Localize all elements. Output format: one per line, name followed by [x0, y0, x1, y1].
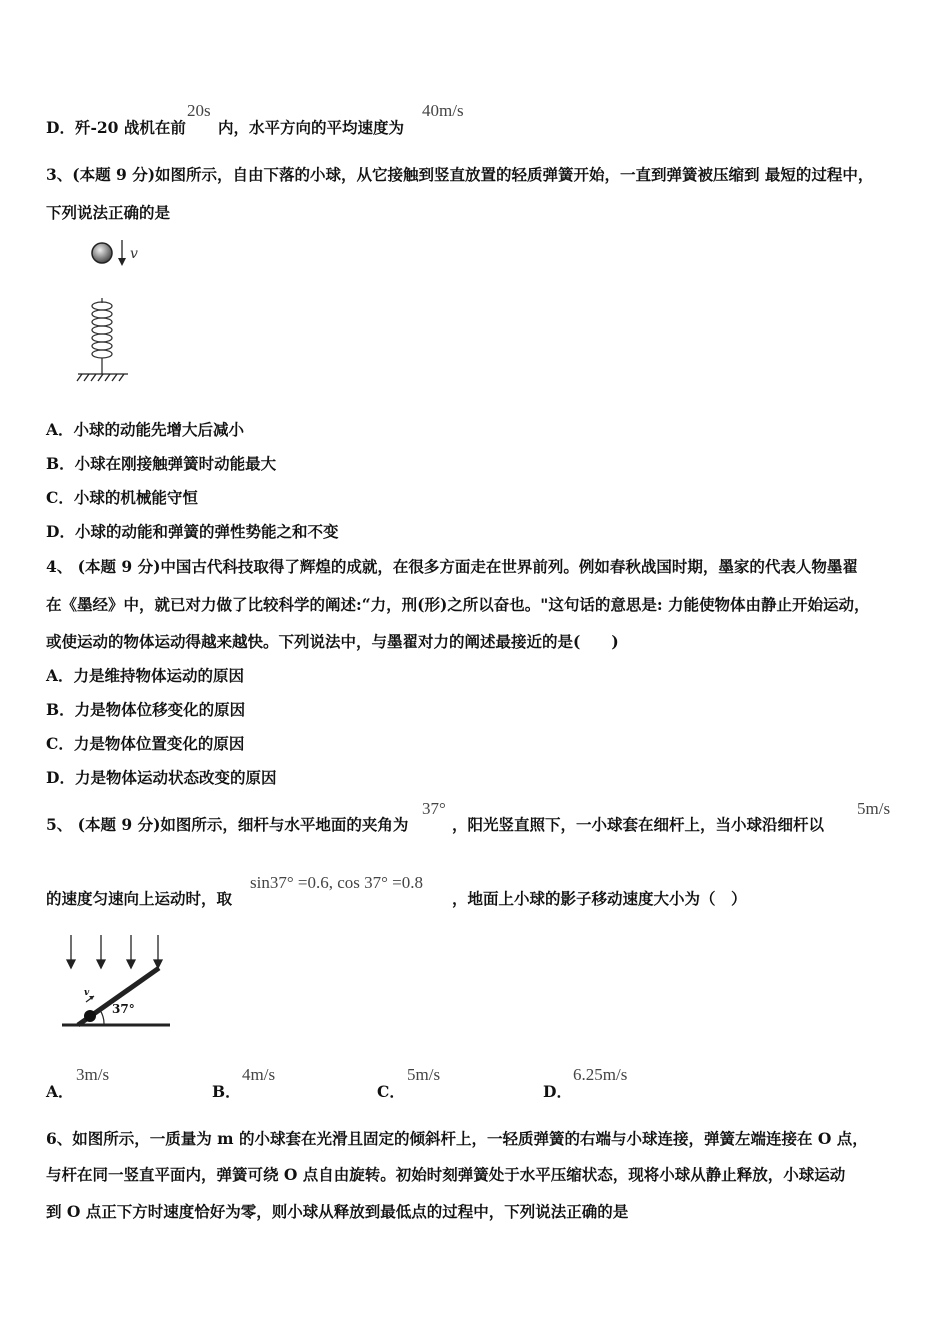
q4-option-d: D．力是物体运动状态改变的原因: [46, 768, 277, 787]
q4-stem-line3: 或使运动的物体运动得越来越快。下列说法中，与墨翟对力的阐述最接近的是( ): [46, 632, 619, 651]
q5-option-b-value: 4m/s: [242, 1065, 276, 1084]
ring-ball-icon: [84, 1010, 96, 1022]
q6-stem-line3: 到 O 点正下方时速度恰好为零，则小球从释放到最低点的过程中，下列说法正确的是: [46, 1202, 629, 1221]
q5-option-c-label: C．: [377, 1082, 405, 1101]
q5-option-d-label: D．: [543, 1082, 572, 1101]
q5-stem-line1b: ，阳光竖直照下，一小球套在细杆上，当小球沿细杆以: [452, 815, 825, 834]
q4-option-b: B．力是物体位移变化的原因: [46, 700, 246, 719]
ground-icon: [77, 374, 128, 381]
q5-speed-math: 5m/s: [857, 799, 891, 818]
q5-angle-math: 37°: [422, 799, 446, 818]
q2-speed-math: 40m/s: [422, 101, 464, 120]
q5-option-a-value: 3m/s: [76, 1065, 110, 1084]
q5-option-b-label: B．: [212, 1082, 241, 1101]
q6-stem-line2: 与杆在同一竖直平面内，弹簧可绕 O 点自由旋转。初始时刻弹簧处于水平压缩状态，现将小球从静止释放，小球运动: [46, 1165, 846, 1184]
q2-option-d-label: D．歼-20 战机在前: [46, 118, 186, 137]
q3-figure-v-label: v: [130, 246, 138, 262]
q5-option-d-value: 6.25m/s: [573, 1065, 628, 1084]
q4-option-c: C．力是物体位置变化的原因: [46, 734, 245, 753]
q5-stem-line1a: 5、 (本题 9 分)如图所示，细杆与水平地面的夹角为: [46, 815, 409, 834]
q5-figure-v-label: v: [84, 988, 90, 998]
q2-time-math: 20s: [187, 101, 211, 120]
spring-icon: [92, 298, 112, 374]
q4-option-a: A．力是维持物体运动的原因: [46, 666, 245, 685]
q3-option-b: B．小球在刚接触弹簧时动能最大: [46, 454, 277, 473]
q5-stem-line2a: 的速度匀速向上运动时，取: [46, 889, 233, 908]
q4-stem-line1: 4、 (本题 9 分)中国古代科技取得了辉煌的成就，在很多方面走在世界前列。例如春秋战国时期，墨家的代表人物墨翟: [46, 557, 858, 576]
q3-option-d: D．小球的动能和弹簧的弹性势能之和不变: [46, 522, 339, 541]
q5-option-c-value: 5m/s: [407, 1065, 441, 1084]
q6-stem-line1: 6、如图所示，一质量为 m 的小球套在光滑且固定的倾斜杆上，一轻质弹簧的右端与小球连接，弹簧左端连接在 O 点，: [46, 1129, 868, 1148]
q2-option-d: [46, 116, 186, 138]
q5-option-a-label: A．: [46, 1082, 74, 1101]
q5-trig-math: sin37° =0.6, cos 37° =0.8: [250, 873, 424, 892]
q5-rod-figure: [56, 930, 176, 1035]
q3-option-a: A．小球的动能先增大后减小: [46, 420, 245, 439]
angle-arc-icon: [100, 1010, 104, 1025]
ball-icon: [92, 243, 112, 263]
q3-stem-line2: 下列说法正确的是: [46, 203, 171, 222]
q4-stem-line2: 在《墨经》中，就已对力做了比较科学的阐述:“力，刑(形)之所以奋也。"这句话的意思是: 力能使物体由静止开始运动，: [46, 595, 870, 614]
q2-option-d-mid: 内，水平方向的平均速度为: [218, 118, 405, 137]
q3-option-c: C．小球的机械能守恒: [46, 488, 198, 507]
q3-stem-line1: 3、(本题 9 分)如图所示，自由下落的小球，从它接触到竖直放置的轻质弹簧开始，一直到弹簧被压缩到 最短的过程中，: [46, 165, 874, 184]
q5-figure-angle-label: 37°: [112, 1002, 135, 1016]
sunlight-arrows-icon: [67, 935, 162, 968]
q5-stem-line2b: ，地面上小球的影子移动速度大小为（ ）: [452, 889, 747, 908]
